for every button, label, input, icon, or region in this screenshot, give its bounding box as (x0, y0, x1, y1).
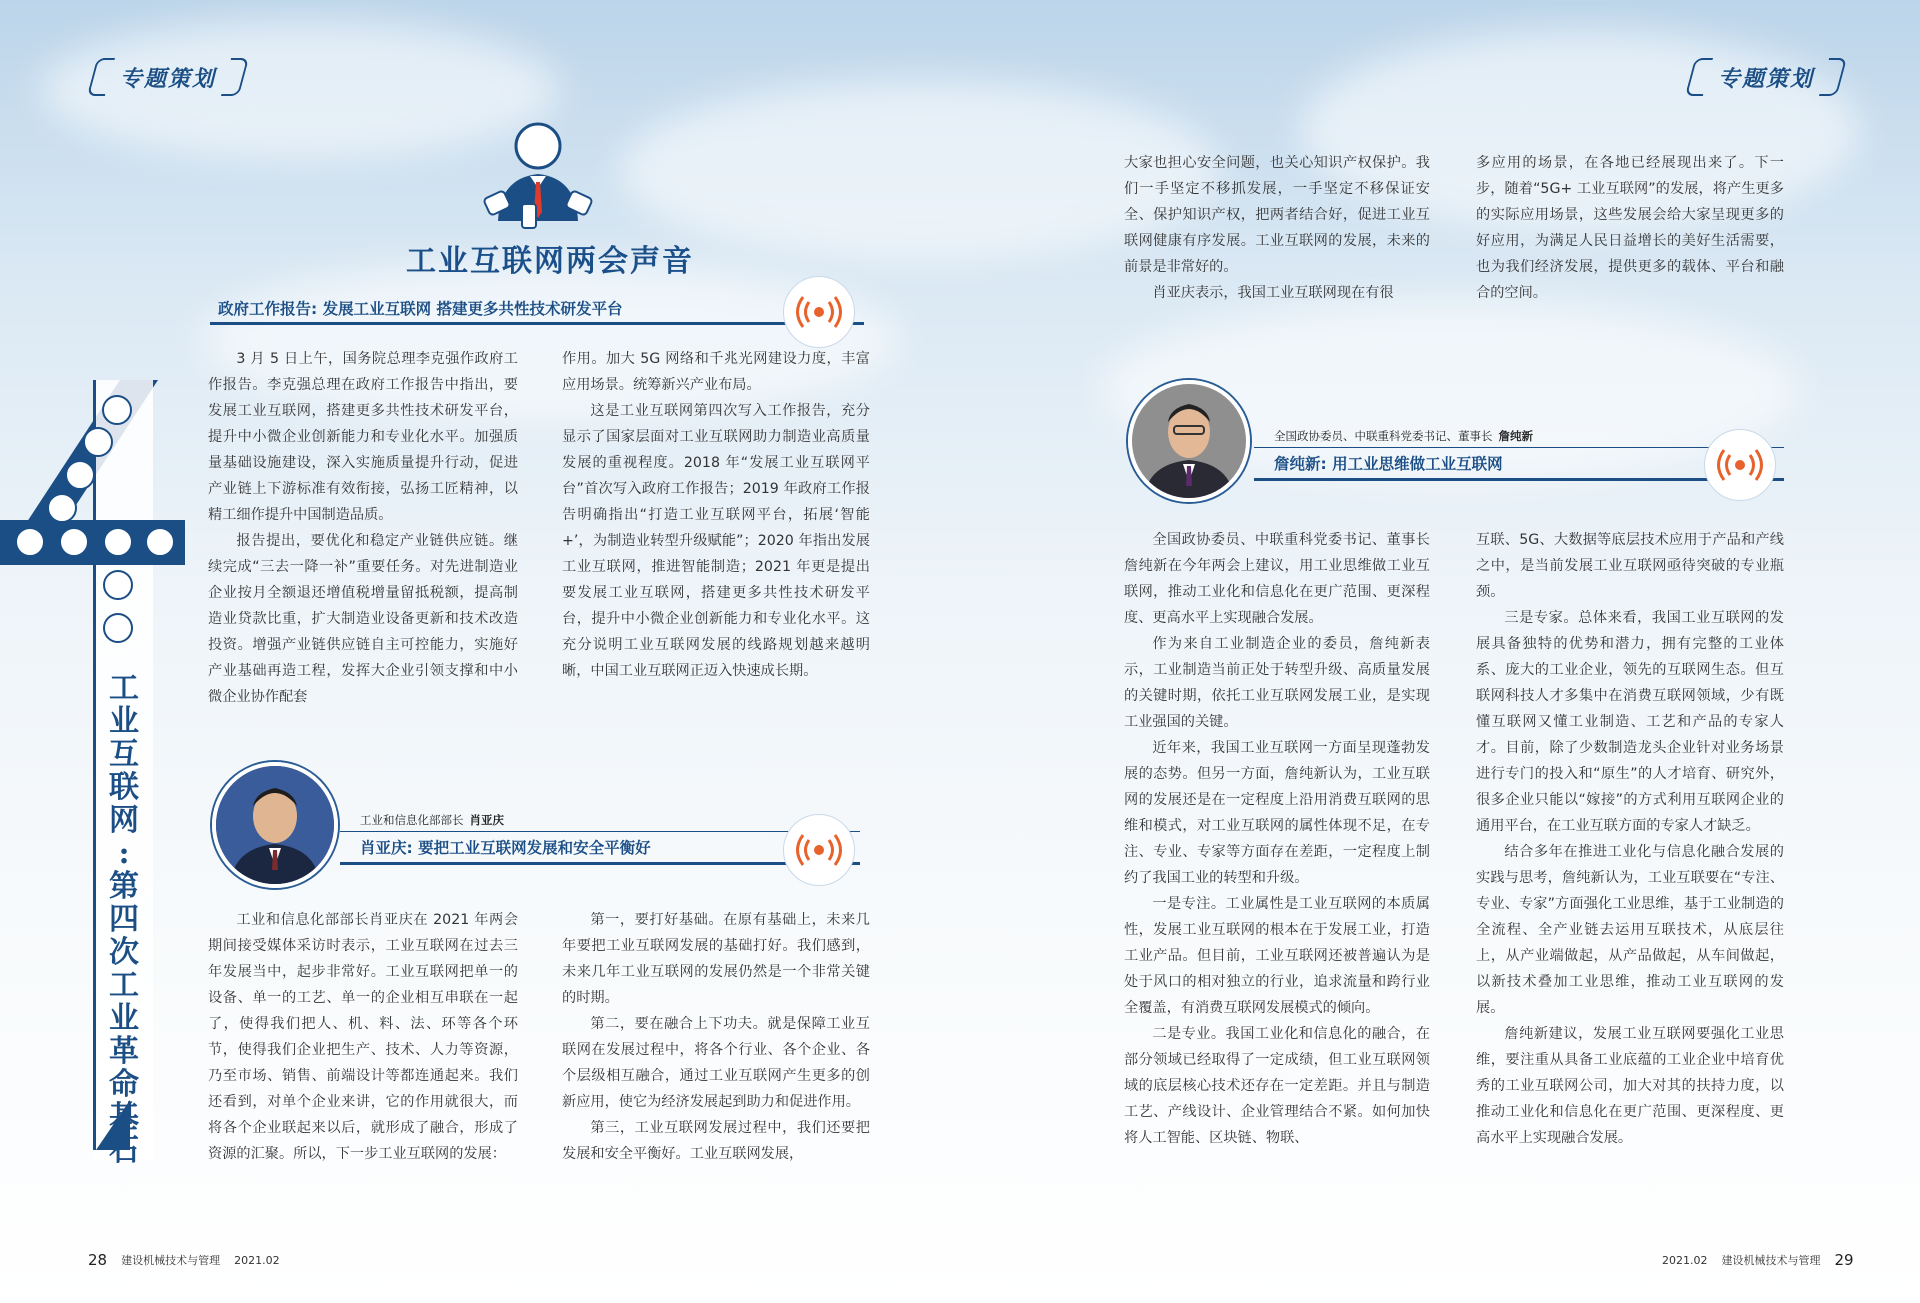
paragraph: 作为来自工业制造企业的委员，詹纯新表示，工业制造当前正处于转型升级、高质量发展的关键时期，依托工业互联网发展工业，是实现工业强国的关键。 (1124, 636, 1430, 730)
signal-icon (783, 814, 855, 886)
section-tag-right: 专题策划 (1690, 62, 1842, 92)
paragraph: 报告提出，要优化和稳定产业链供应链。继续完成“三去一降一补”重要任务。对先进制造业企业按月全额退还增值税增量留抵税额，提高制造业贷款比重，扩大制造业设备更新和技术改造投资。增强产业链供应链自主可控能力，实施好产业基础再造工程，发挥大企业引领支撑和中小微企业协作配套 (208, 533, 518, 705)
page-title: 工业互联网两会声音 (406, 244, 694, 279)
paragraph: 互联、5G、大数据等底层技术应用于产品和产线之中，是当前发展工业互联网亟待突破的专业瓶颈。 (1476, 532, 1784, 600)
section-heading: 政府工作报告: 发展工业互联网 搭建更多共性技术研发平台 (218, 300, 623, 318)
paragraph: 第一，要打好基础。在原有基础上，未来几年要把工业互联网发展的基础打好。我们感到，未来几年工业互联网的发展仍然是一个非常关键的时期。 (562, 912, 870, 1006)
section-tag-left: 专题策划 (92, 62, 244, 92)
paragraph: 全国政协委员、中联重科党委书记、董事长詹纯新在今年两会上建议，用工业思维做工业互联网，推动工业化和信息化在更广范围、更深程度、更高水平上实现融合发展。 (1124, 532, 1430, 626)
speaker-role: 全国政协委员、中联重科党委书记、董事长 詹纯新 (1274, 429, 1533, 443)
article-column (1476, 150, 1784, 306)
section-heading: 詹纯新: 用工业思维做工业互联网 (1274, 455, 1503, 473)
page-number: 28 (88, 1251, 108, 1269)
article-column (562, 907, 870, 1167)
paragraph: 第三，工业互联网发展过程中，我们还要把发展和安全平衡好。工业互联网发展， (562, 1120, 870, 1162)
issue-number: 2021.02 (1662, 1253, 1708, 1267)
article-column (1476, 527, 1784, 1151)
article-column (208, 907, 518, 1167)
page-footer-right (1662, 1251, 1854, 1269)
divider (340, 862, 860, 865)
issue-number: 2021.02 (234, 1253, 280, 1267)
page-footer-left (88, 1251, 280, 1269)
speaker-role: 工业和信息化部部长 肖亚庆 (360, 813, 504, 827)
divider (1254, 478, 1784, 481)
paragraph: 近年来，我国工业互联网一方面呈现蓬勃发展的态势。但另一方面，詹纯新认为，工业互联网的发展还是在一定程度上沿用消费互联网的思维和模式，对工业互联网的属性体现不足，在专注、专业、专家等方面存在差距，一定程度上制约了我国工业的转型和升级。 (1124, 740, 1430, 886)
journal-name: 建设机械技术与管理 (1721, 1254, 1821, 1267)
paragraph: 结合多年在推进工业化与信息化融合发展的实践与思考，詹纯新认为，工业互联要在“专注、专业、专家”方面强化工业思维，基于工业制造的全流程、全产业链去运用互联技术，从底层往上，从产业端做起，从产品做起，从车间做起，以新技术叠加工业思维，推动工业互联网的发展。 (1476, 844, 1784, 1016)
paragraph: 三是专家。总体来看，我国工业互联网的发展具备独特的优势和潜力，拥有完整的工业体系、庞大的工业企业，领先的互联网生态。但互联网科技人才多集中在消费互联网领域，少有既懂互联网又懂工业制造、工艺和产品的专家人才。目前，除了少数制造龙头企业针对业务场景进行专门的投入和“原生”的人才培育、研究外，很多企业只能以“嫁接”的方式利用互联网企业的通用平台，在工业互联方面的专家人才缺乏。 (1476, 610, 1784, 834)
paragraph: 多应用的场景，在各地已经展现出来了。下一步，随着“5G+ 工业互联网”的发展，将产生更多的实际应用场景，这些发展会给大家呈现更多的好应用，为满足人民日益增长的美好生活需要，也为我们经济发展，提供更多的载体、平台和融合的空间。 (1476, 155, 1784, 301)
article-column (562, 346, 870, 684)
divider (1254, 447, 1784, 448)
paragraph: 3 月 5 日上午，国务院总理李克强作政府工作报告。李克强总理在政府工作报告中指出，要发展工业互联网，搭建更多共性技术研发平台，提升中小微企业创新能力和专业化水平。加强质量基础设施建设，深入实施质量提升行动，促进产业链上下游标准有效衔接，弘扬工匠精神，以精工细作提升中国制造品质。 (208, 351, 518, 523)
journal-name: 建设机械技术与管理 (121, 1254, 221, 1267)
section-heading: 肖亚庆: 要把工业互联网发展和安全平衡好 (360, 839, 651, 857)
divider (210, 322, 864, 325)
paragraph: 作用。加大 5G 网络和千兆光网建设力度，丰富应用场景。统筹新兴产业布局。 (562, 351, 870, 393)
paragraph: 工业和信息化部部长肖亚庆在 2021 年两会期间接受媒体采访时表示，工业互联网在过去三年发展当中，起步非常好。工业互联网把单一的设备、单一的工艺、单一的企业相互串联在一起了，使得我们把人、机、料、法、环等各个环节，使得我们企业把生产、技术、人力等资源，乃至市场、销售、前端设计等都连通起来。我们还看到，对单个企业来讲，它的作用就很大，而将各个企业联起来以后，就形成了融合，形成了资源的汇聚。所以，下一步工业互联网的发展： (208, 912, 518, 1162)
article-column (1124, 150, 1430, 306)
paragraph: 第二，要在融合上下功夫。就是保障工业互联网在发展过程中，将各个行业、各个企业、各个层级相互融合，通过工业互联网产生更多的创新应用，使它为经济发展起到助力和促进作用。 (562, 1016, 870, 1110)
paragraph: 一是专注。工业属性是工业互联网的本质属性，发展工业互联网的根本在于发展工业，打造工业产品。但目前，工业互联网还被普遍认为是处于风口的相对独立的行业，追求流量和跨行业全覆盖，有消费互联网发展模式的倾向。 (1124, 896, 1430, 1016)
portrait-photo (1128, 380, 1250, 502)
page-number: 29 (1834, 1251, 1854, 1269)
article-column (1124, 527, 1430, 1151)
spokesperson-icon (478, 116, 598, 234)
portrait-photo (212, 762, 338, 888)
paragraph: 这是工业互联网第四次写入工作报告，充分显示了国家层面对工业互联网助力制造业高质量发展的重视程度。2018 年“发展工业互联网平台”首次写入政府工作报告；2019 年政府工作报告明确指出“打造工业互联网平台，拓展‘智能 +’，为制造业转型升级赋能”；2020 年指出发展工业互联网，推进智能制造；2021 年更是提出要发展工业互联网，搭建更多共性技术研发平台，提升中小微企业创新能力和专业化水平。这充分说明工业互联网发展的线路规划越来越明晰，中国工业互联网正迈入快速成长期。 (562, 403, 870, 679)
side-banner (0, 380, 190, 1160)
signal-icon (1704, 429, 1776, 501)
paragraph: 詹纯新建议，发展工业互联网要强化工业思维，要注重从具备工业底蕴的工业企业中培育优秀的工业互联网公司，加大对其的扶持力度，以推动工业化和信息化在更广范围、更深程度、更高水平上实现融合发展。 (1476, 1026, 1784, 1146)
divider (340, 831, 860, 832)
side-banner-title: 工 业 互 联 网 : 第 四 次 工 业 革 命 基 石 (109, 671, 139, 1168)
signal-icon (783, 276, 855, 348)
paragraph: 大家也担心安全问题，也关心知识产权保护。我们一手坚定不移抓发展，一手坚定不移保证安全、保护知识产权，把两者结合好，促进工业互联网健康有序发展。工业互联网的发展，未来的前景是非常好的。 (1124, 155, 1430, 275)
article-column (208, 346, 518, 710)
paragraph: 二是专业。我国工业化和信息化的融合，在部分领域已经取得了一定成绩，但工业互联网领域的底层核心技术还存在一定差距。并且与制造工艺、产线设计、企业管理结合不紧。如何加快将人工智能、区块链、物联、 (1124, 1026, 1430, 1146)
paragraph: 肖亚庆表示，我国工业互联网现在有很 (1152, 285, 1394, 301)
